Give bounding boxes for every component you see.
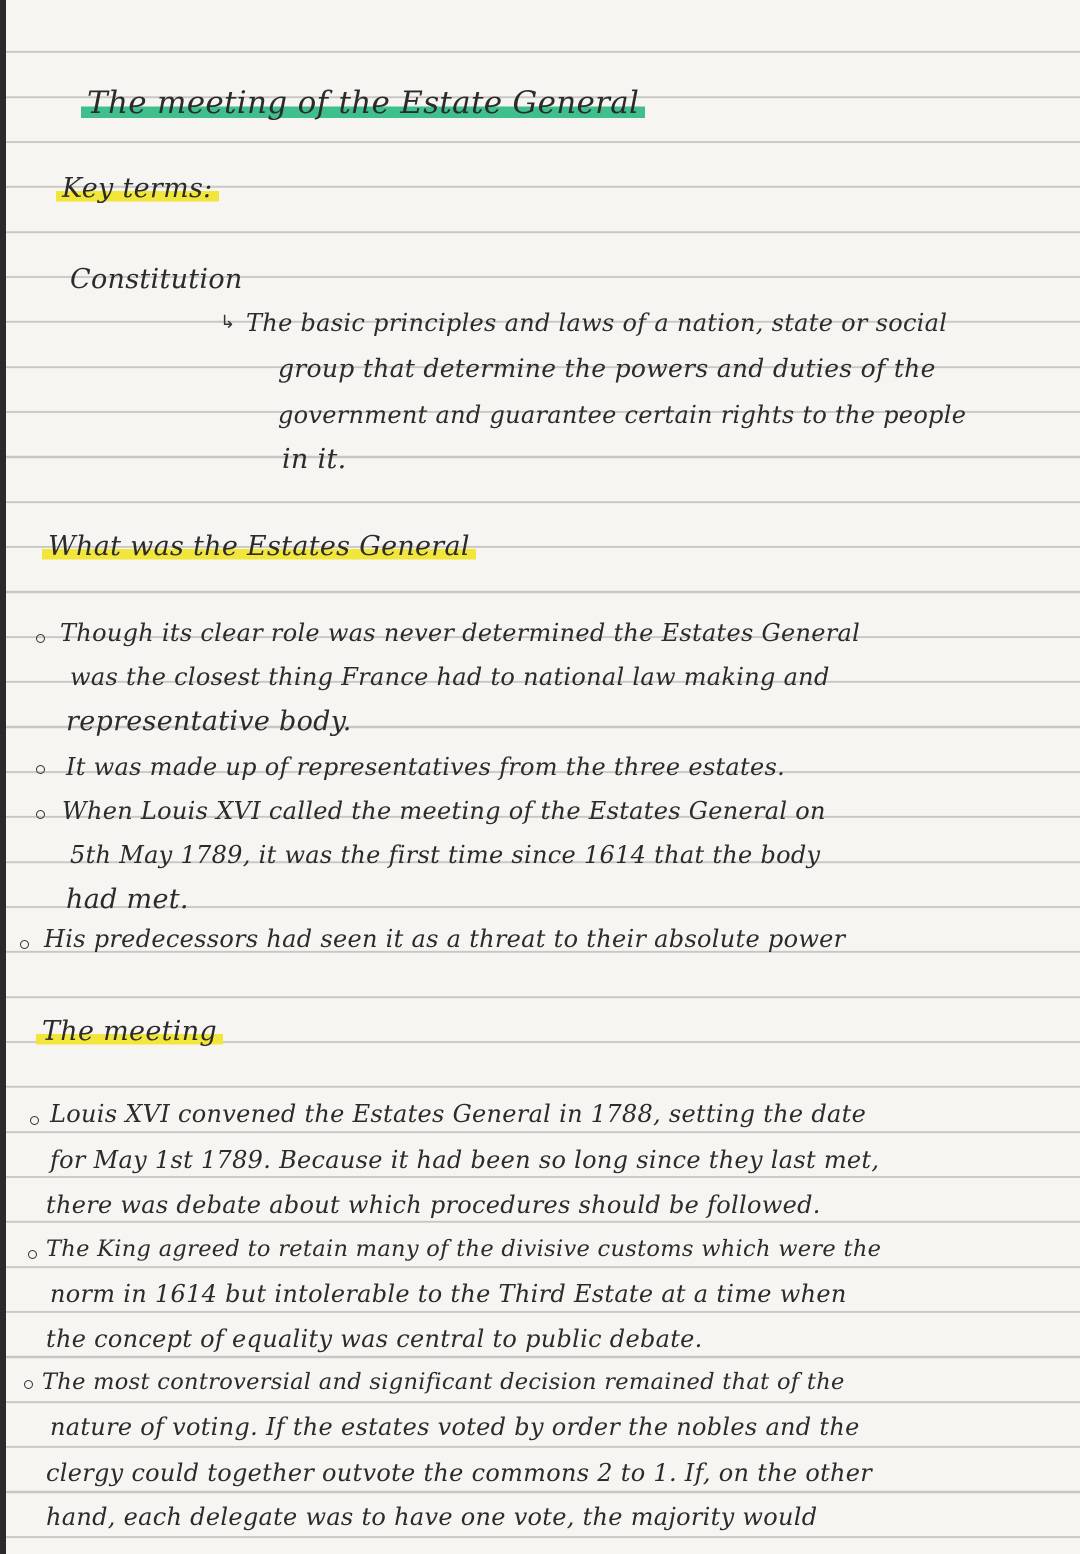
list-item: representative body. bbox=[66, 706, 352, 737]
definition-line: The basic principles and laws of a nation, state or social bbox=[246, 309, 948, 337]
bullet-icon bbox=[30, 1116, 39, 1125]
what-was-heading-text: What was the Estates General bbox=[42, 531, 476, 562]
list-item: His predecessors had seen it as a threat to their absolute power bbox=[44, 925, 846, 953]
bullet-icon bbox=[36, 634, 45, 643]
bullet-icon bbox=[28, 1250, 37, 1259]
list-item: for May 1st 1789. Because it had been so long since they last met, bbox=[50, 1146, 880, 1174]
page-title-text: The meeting of the Estate General bbox=[81, 85, 645, 121]
key-terms-heading-text: Key terms: bbox=[56, 173, 219, 204]
list-item: clergy could together outvote the commons 2 to 1. If, on the other bbox=[46, 1459, 873, 1487]
list-item: Louis XVI convened the Estates General in 1788, setting the date bbox=[50, 1100, 867, 1128]
bullet-icon bbox=[24, 1380, 33, 1389]
list-item: the concept of equality was central to public debate. bbox=[46, 1325, 703, 1353]
list-item: Though its clear role was never determined the Estates General bbox=[60, 619, 861, 647]
bullet-icon bbox=[36, 765, 45, 774]
list-item: was the closest thing France had to national law making and bbox=[70, 663, 830, 691]
notebook-page bbox=[6, 0, 1080, 1554]
definition-line: in it. bbox=[282, 444, 347, 475]
arrow-icon: ↳ bbox=[220, 312, 236, 333]
key-term: Constitution bbox=[70, 264, 243, 295]
meeting-heading-text: The meeting bbox=[36, 1016, 223, 1047]
list-item: It was made up of representatives from the three estates. bbox=[66, 753, 785, 781]
list-item: had met. bbox=[66, 884, 189, 915]
list-item: nature of voting. If the estates voted by order the nobles and the bbox=[50, 1413, 860, 1441]
list-item: norm in 1614 but intolerable to the Third Estate at a time when bbox=[50, 1280, 847, 1308]
meeting-heading bbox=[36, 1015, 223, 1049]
list-item: The King agreed to retain many of the divisive customs which were the bbox=[46, 1236, 882, 1262]
definition-line: government and guarantee certain rights to the people bbox=[278, 401, 967, 429]
list-item: hand, each delegate was to have one vote, the majority would bbox=[46, 1503, 818, 1531]
what-was-heading bbox=[42, 530, 476, 564]
list-item: The most controversial and significant decision remained that of the bbox=[42, 1369, 845, 1395]
definition-line: group that determine the powers and duties of the bbox=[278, 354, 936, 383]
key-terms-heading bbox=[56, 172, 219, 206]
bullet-icon bbox=[20, 940, 29, 949]
list-item: When Louis XVI called the meeting of the Estates General on bbox=[62, 797, 826, 825]
list-item: 5th May 1789, it was the first time since 1614 that the body bbox=[70, 841, 821, 869]
list-item: there was debate about which procedures should be followed. bbox=[46, 1191, 821, 1219]
bullet-icon bbox=[36, 810, 45, 819]
page-title bbox=[81, 86, 645, 120]
